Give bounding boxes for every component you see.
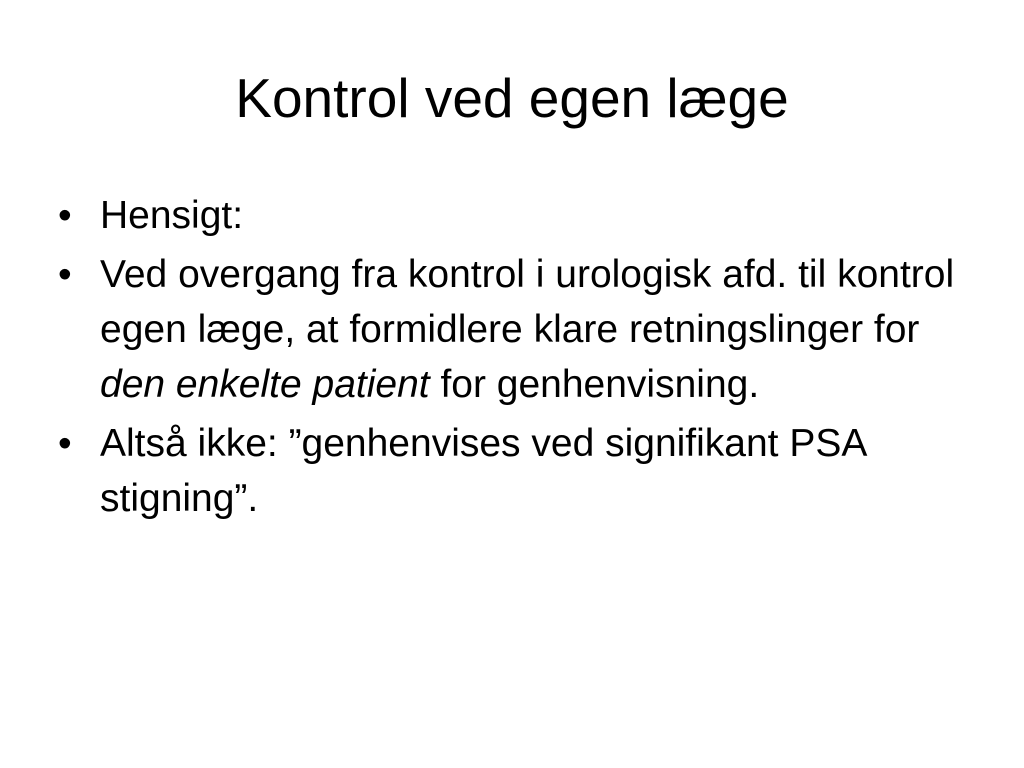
bullet-text-emphasis: den enkelte patient (100, 363, 430, 406)
bullet-text-part: for genhenvisning. (429, 363, 760, 406)
bullet-icon: • (58, 253, 72, 296)
bullet-item-altsaa (58, 416, 968, 526)
bullet-text (100, 253, 954, 406)
bullet-item-hensigt (58, 188, 968, 243)
bullet-list (58, 188, 968, 530)
bullet-text-part: Ved overgang fra kontrol i urologisk afd. til kontrol egen læge, at formidlere klare retningslinger for (100, 253, 955, 351)
bullet-text: Altså ikke: ”genhenvises ved signifikant PSA stigning”. (100, 422, 866, 520)
bullet-text: Hensigt: (100, 194, 244, 237)
bullet-item-overgang (58, 247, 968, 412)
bullet-icon: • (58, 422, 72, 465)
slide-title: Kontrol ved egen læge (235, 67, 789, 129)
bullet-icon: • (58, 194, 72, 237)
